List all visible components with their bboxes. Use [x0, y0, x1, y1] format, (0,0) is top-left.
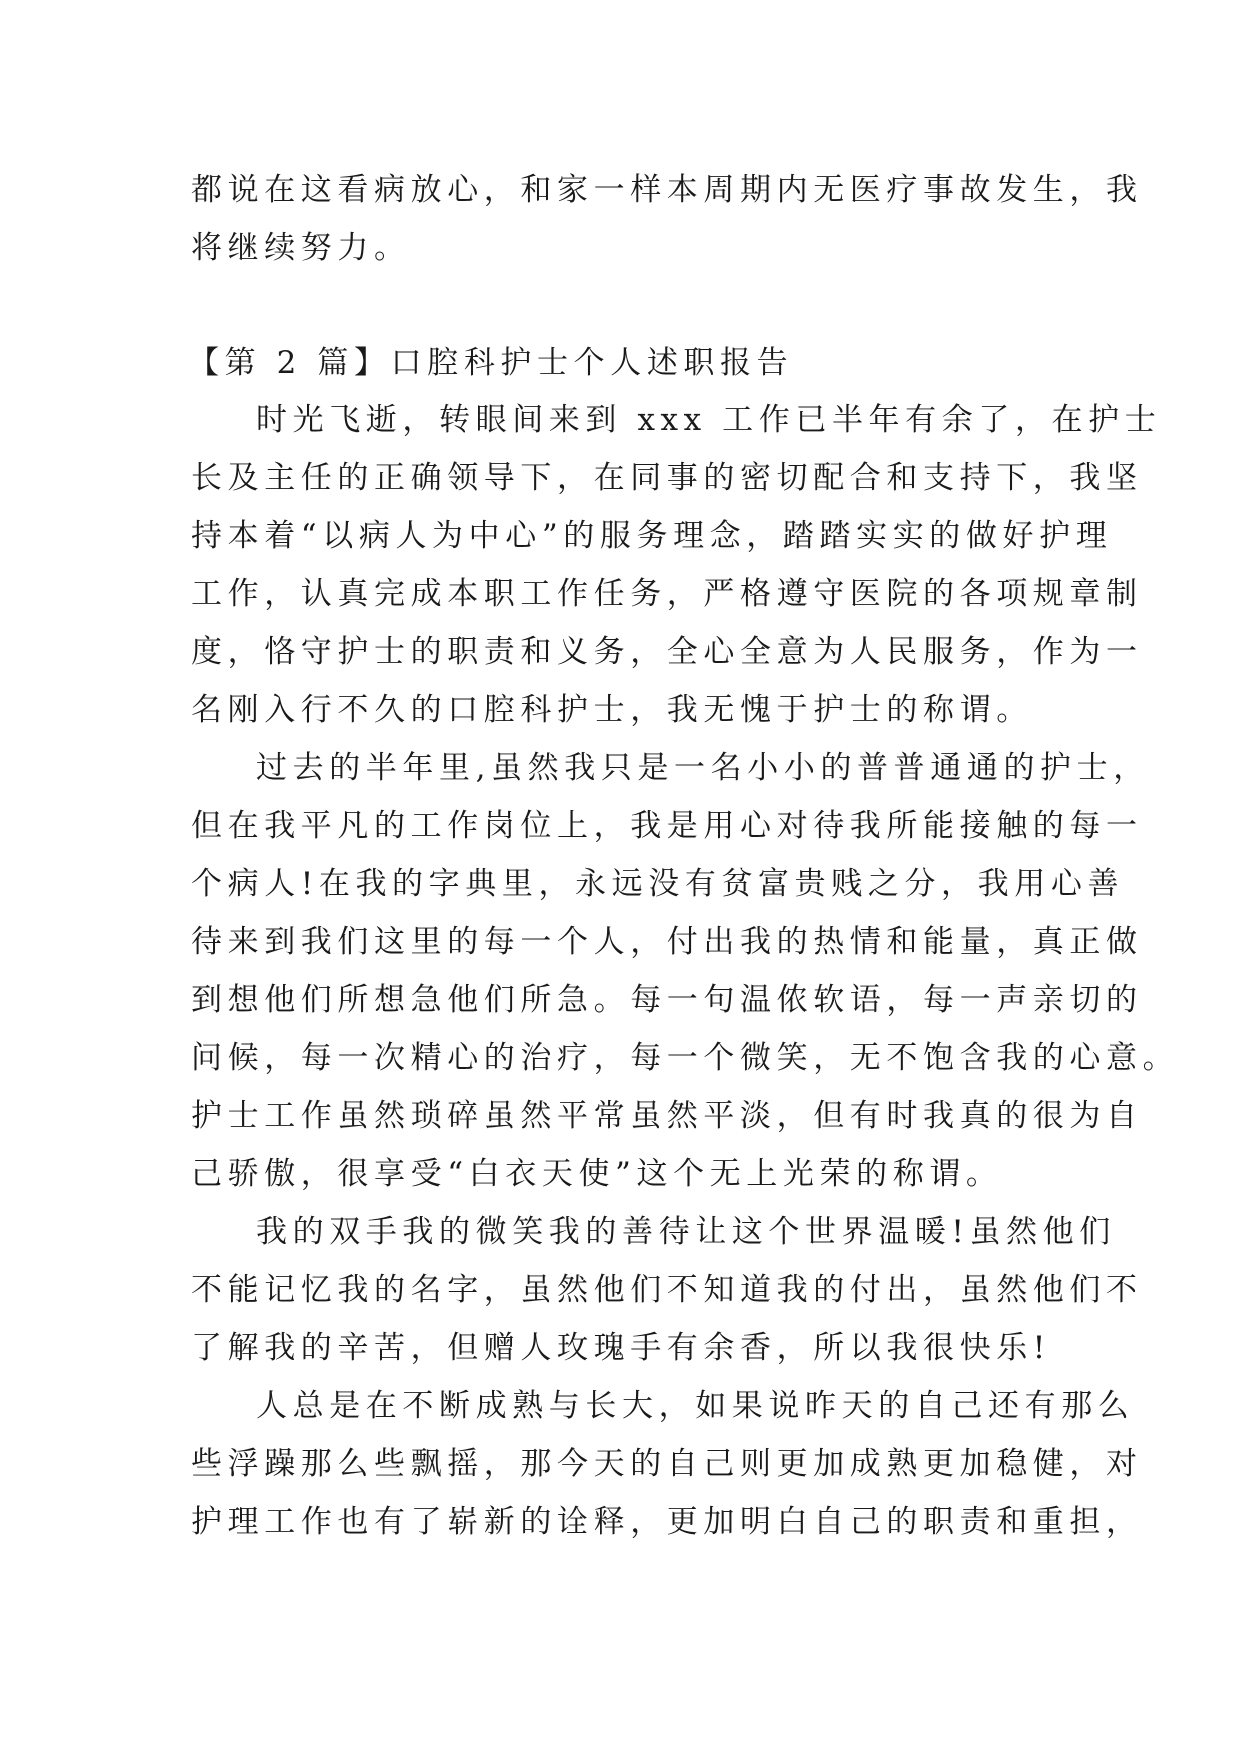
paragraph-1-line: 名刚入行不久的口腔科护士，我无愧于护士的称谓。	[191, 692, 1033, 728]
paragraph-4-line: 些浮躁那么些飘摇，那今天的自己则更加成熟更加稳健，对	[191, 1446, 1143, 1482]
paragraph-1-line: 工作，认真完成本职工作任务，严格遵守医院的各项规章制	[191, 576, 1143, 612]
paragraph-1-line: 度，恪守护士的职责和义务，全心全意为人民服务，作为一	[191, 634, 1143, 670]
paragraph-3-line: 不能记忆我的名字，虽然他们不知道我的付出，虽然他们不	[191, 1272, 1143, 1308]
paragraph-1-line: 长及主任的正确领导下，在同事的密切配合和支持下，我坚	[191, 460, 1143, 496]
paragraph-2-line: 己骄傲，很享受“白衣天使”这个无上光荣的称谓。	[191, 1156, 1003, 1192]
paragraph-4-line: 护理工作也有了崭新的诠释，更加明白自己的职责和重担，	[191, 1504, 1143, 1540]
paragraph-3-line: 我的双手我的微笑我的善待让这个世界温暖!虽然他们	[256, 1214, 1116, 1250]
paragraph-2-line: 护士工作虽然琐碎虽然平常虽然平淡，但有时我真的很为自	[191, 1098, 1143, 1134]
paragraph-1-line: 持本着“以病人为中心”的服务理念，踏踏实实的做好护理	[191, 518, 1113, 554]
paragraph-2-line: 个病人!在我的字典里，永远没有贫富贵贱之分，我用心善	[191, 866, 1125, 902]
paragraph-2-line: 待来到我们这里的每一个人，付出我的热情和能量，真正做	[191, 924, 1143, 960]
paragraph-4-line: 人总是在不断成熟与长大，如果说昨天的自己还有那么	[256, 1388, 1135, 1424]
text-line: 将继续努力。	[191, 230, 411, 266]
paragraph-2-line: 到想他们所想急他们所急。每一句温侬软语，每一声亲切的	[191, 982, 1143, 1018]
paragraph-3-line: 了解我的辛苦，但赠人玫瑰手有余香，所以我很快乐!	[191, 1330, 1051, 1366]
paragraph-2-line: 问候，每一次精心的治疗，每一个微笑，无不饱含我的心意。	[191, 1040, 1180, 1076]
text-line: 都说在这看病放心，和家一样本周期内无医疗事故发生，我	[191, 172, 1143, 208]
paragraph-2-line: 过去的半年里,虽然我只是一名小小的普普通通的护士，	[256, 750, 1150, 786]
section-heading: 【第 2 篇】口腔科护士个人述职报告	[188, 345, 794, 381]
paragraph-1-line: 时光飞逝，转眼间来到 xxx 工作已半年有余了，在护士	[256, 402, 1162, 438]
paragraph-2-line: 但在我平凡的工作岗位上，我是用心对待我所能接触的每一	[191, 808, 1143, 844]
